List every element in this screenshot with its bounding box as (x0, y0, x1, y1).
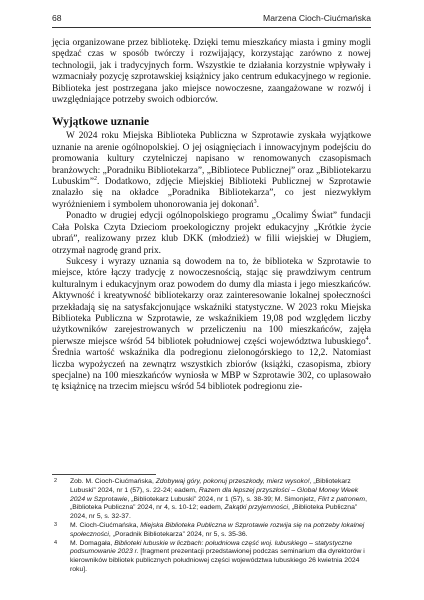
footnote-number: 2 (54, 478, 58, 484)
footnote-separator (52, 474, 156, 475)
paragraph: W 2024 roku Miejska Biblioteka Publiczna w Szprotawie zyskała wyjątkowe uznanie na arenie ogólnopolskiej. O jej osiągnięciach i innowacyjnym podejściu do promowania kultury czytelniczej napisano w renomowanych czasopismach branżowych: „Poradniku Bibliotekarza”, „Bibliotece Publicznej” oraz „Bibliotekarzu Lubuskim”$^2$. Dodatkowo, zdjęcie Miejskiej Biblioteki Publicznej w Szprotawie znalazło się na okładce „Poradnika Bibliotekarza”, co jest niezwykłym wyróżnieniem i symbolem uhonorowania jej dokonań$^3$. (52, 131, 371, 210)
footnote-ref[interactable]: 2 (94, 175, 98, 182)
main-text (52, 38, 371, 394)
page-number: 68 (52, 13, 62, 23)
paragraph: Ponadto w drugiej edycji ogólnopolskiego programu „Ocalimy Świat” fundacji Cała Polska Czyta Dzieciom proekologiczny projekt edukacyjny „Krótkie życie ubrań”, realizowany przez klub DKK (młodzież) w filii wiejskiej w Długiem, otrzymał nagrodę grand prix. (52, 211, 371, 256)
footnote: 4 M. Domagała, Biblioteki lubuskie w liczbach: południowa część woj. lubuskiego – statystyczne podsumowanie 2023 r. [fragment prezentacji przedstawionej podczas seminarium dla dyrektorów i kierowników bibliotek publicznych południowej części województwa lubuskiego 26 kwietnia 2024 roku]. (54, 539, 365, 573)
footnotes (52, 478, 371, 575)
footnote-number: 3 (54, 521, 58, 528)
footnote: 2 Zob. M. Cioch-Ciućmańska, Zdobywaj góry, pokonuj przeszkody, mierz wysoko!, „Bibliotekarz Lubuski” 2024, nr 1 (57), s. 22-24; eadem, Razem dla lepszej przyszłości – Global Money Week 2024 w Szprotawie, „Bibliotekarz Lubuski” 2024, nr 1 (57), s. 38-39; M. Simonjetz, Flirt z patronem, „Biblioteka Publiczna” 2024, nr 4, s. 10-12; eadem, Zakątki przyjemności, „Biblioteka Publiczna” 2024, nr 5, s. 32-37. (54, 478, 367, 521)
section-heading: Wyjątkowe uznanie (52, 116, 150, 129)
paragraph: Sukcesy i wyrazy uznania są dowodem na to, że biblioteka w Szprotawie to miejsce, które łączy tradycję z nowoczesnością, stając się prawdziwym centrum kulturalnym i edukacyjnym oraz powodem do dumy dla miasta i jego mieszkańców. Aktywność i kreatywność bibliotekarzy oraz zainteresowanie lokalnej społeczności przekładają się na satysfakcjonujące wskaźniki statystyczne. W 2023 roku Miejska Biblioteka Publiczna w Szprotawie, ze wskaźnikiem 19,08 pod względem liczby użytkowników zarejestrowanych w przeliczeniu na 100 mieszkańców, zajęła pierwsze miejsce wśród 54 bibliotek południowej części województwa lubuskiego$^4$. Średnia wartość wskaźnika dla podregionu zielonogórskiego to 12,2. Natomiast liczba wypożyczeń na zewnątrz wszystkich zbiorów (książki, czasopisma, zbiory specjalne) na 100 mieszkańców wyniosła w MBP w Szprotawie 302, co uplasowało tę książnicę na trzecim miejscu wśród 54 bibliotek podregionu zie- (52, 256, 371, 393)
footnote-ref[interactable]: 4 (365, 335, 369, 342)
running-header (52, 12, 371, 26)
footnote-number: 4 (54, 539, 58, 546)
header-rule (52, 27, 371, 28)
footnote-ref[interactable]: 3 (253, 198, 257, 205)
running-header-author: Marzena Cioch-Ciućmańska (263, 13, 371, 23)
paragraph: jęcia organizowane przez bibliotekę. Dzięki temu mieszkańcy miasta i gminy mogli spędzać czas w sposób twórczy i rozwijający, korzystając zarówno z nowej technologii, jak i tradycyjnych form. Wszystkie te działania korzystnie wpływały i wzmacniały pozycję szprotawskiej książnicy jako centrum edukacyjnego w regionie. Biblioteka jest postrzegana jako miejsce nowoczesne, zaangażowane w rozwój i uwzględniające potrzeby swoich odbiorców. (52, 38, 371, 106)
footnote: 3 M. Cioch-Ciućmańska, Miejska Biblioteka Publiczna w Szprotawie rozwija się na potrzeby lokalnej społeczności, „Poradnik Bibliotekarza” 2024, nr 5, s. 35-36. (54, 521, 365, 538)
